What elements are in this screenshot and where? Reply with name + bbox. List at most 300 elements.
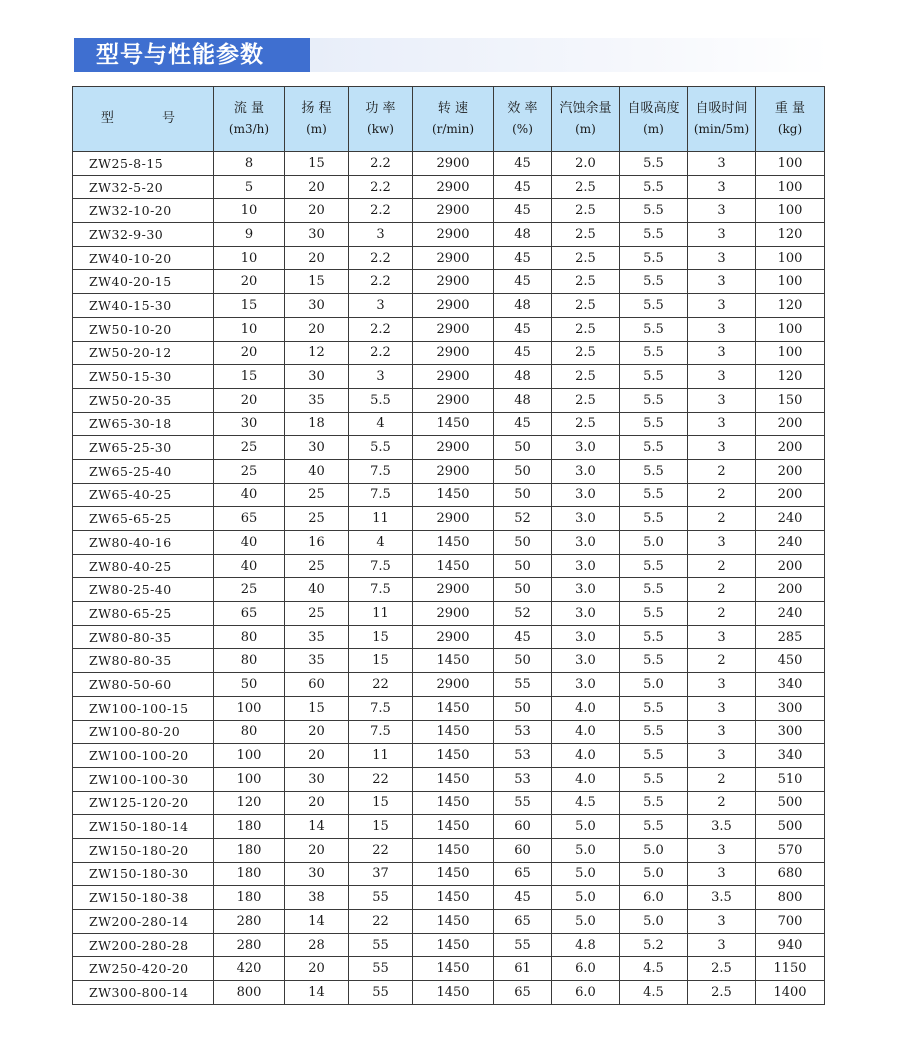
table-cell: 4.5 [552, 791, 620, 815]
table-cell: 55 [349, 981, 413, 1005]
table-cell: 200 [756, 459, 825, 483]
table-cell: 6.0 [552, 981, 620, 1005]
table-cell: 5 [214, 175, 285, 199]
table-cell: 3.5 [688, 815, 756, 839]
model-cell: ZW50-20-35 [73, 388, 214, 412]
table-cell: 55 [494, 933, 552, 957]
table-cell: 45 [494, 317, 552, 341]
table-cell: 1450 [413, 744, 494, 768]
table-cell: 2900 [413, 341, 494, 365]
table-cell: 280 [214, 910, 285, 934]
table-cell: 285 [756, 625, 825, 649]
table-cell: 200 [756, 578, 825, 602]
table-cell: 2 [688, 459, 756, 483]
table-cell: 150 [756, 388, 825, 412]
table-cell: 100 [756, 270, 825, 294]
table-cell: 2900 [413, 625, 494, 649]
table-cell: 3 [349, 294, 413, 318]
column-header-unit: (r/min) [431, 122, 475, 136]
table-cell: 5.0 [552, 838, 620, 862]
column-header [285, 87, 349, 152]
table-cell: 1450 [413, 838, 494, 862]
table-cell: 3.0 [552, 649, 620, 673]
table-cell: 5.5 [620, 317, 688, 341]
table-cell: 2 [688, 483, 756, 507]
table-cell: 20 [285, 791, 349, 815]
table-cell: 30 [285, 294, 349, 318]
table-cell: 55 [349, 957, 413, 981]
model-cell: ZW100-80-20 [73, 720, 214, 744]
model-cell: ZW65-25-40 [73, 459, 214, 483]
table-row [73, 625, 825, 649]
table-cell: 5.5 [620, 791, 688, 815]
table-cell: 2900 [413, 175, 494, 199]
table-cell: 2.5 [552, 223, 620, 247]
table-cell: 45 [494, 625, 552, 649]
table-cell: 15 [214, 365, 285, 389]
table-cell: 2.2 [349, 199, 413, 223]
table-row [73, 554, 825, 578]
table-cell: 100 [214, 744, 285, 768]
table-cell: 35 [285, 625, 349, 649]
table-cell: 2 [688, 767, 756, 791]
table-row [73, 436, 825, 460]
table-cell: 2 [688, 649, 756, 673]
table-cell: 120 [756, 223, 825, 247]
table-cell: 420 [214, 957, 285, 981]
table-cell: 3 [688, 720, 756, 744]
table-row [73, 578, 825, 602]
table-cell: 2900 [413, 365, 494, 389]
table-cell: 50 [494, 436, 552, 460]
table-cell: 3 [688, 246, 756, 270]
column-header-label: 自吸高度 [627, 101, 680, 116]
table-cell: 5.0 [620, 531, 688, 555]
table-cell: 2.5 [552, 294, 620, 318]
table-row [73, 246, 825, 270]
table-cell: 5.5 [620, 365, 688, 389]
table-cell: 300 [756, 696, 825, 720]
table-cell: 1400 [756, 981, 825, 1005]
table-cell: 3 [688, 175, 756, 199]
table-cell: 5.0 [620, 910, 688, 934]
table-cell: 30 [285, 365, 349, 389]
table-cell: 14 [285, 981, 349, 1005]
column-header [756, 87, 825, 152]
table-cell: 4 [349, 412, 413, 436]
column-header-unit: (kg) [777, 122, 803, 136]
model-cell: ZW50-20-12 [73, 341, 214, 365]
table-cell: 6.0 [620, 886, 688, 910]
table-cell: 35 [285, 649, 349, 673]
table-cell: 100 [756, 246, 825, 270]
table-cell: 2 [688, 791, 756, 815]
table-row [73, 649, 825, 673]
table-cell: 5.5 [620, 246, 688, 270]
table-row [73, 223, 825, 247]
table-cell: 1450 [413, 886, 494, 910]
model-cell: ZW250-420-20 [73, 957, 214, 981]
table-cell: 180 [214, 862, 285, 886]
table-cell: 1450 [413, 862, 494, 886]
table-row [73, 507, 825, 531]
table-cell: 3.0 [552, 554, 620, 578]
table-cell: 5.0 [620, 838, 688, 862]
table-cell: 20 [285, 175, 349, 199]
table-cell: 1450 [413, 957, 494, 981]
table-cell: 48 [494, 223, 552, 247]
table-cell: 5.5 [620, 696, 688, 720]
table-cell: 2.5 [688, 957, 756, 981]
table-cell: 3.0 [552, 436, 620, 460]
table-cell: 60 [285, 673, 349, 697]
table-cell: 2 [688, 578, 756, 602]
table-row [73, 744, 825, 768]
table-cell: 1450 [413, 554, 494, 578]
table-cell: 48 [494, 388, 552, 412]
table-row [73, 175, 825, 199]
table-cell: 30 [285, 436, 349, 460]
model-cell: ZW80-50-60 [73, 673, 214, 697]
model-cell: ZW40-20-15 [73, 270, 214, 294]
model-cell: ZW50-10-20 [73, 317, 214, 341]
table-cell: 20 [214, 388, 285, 412]
model-cell: ZW65-40-25 [73, 483, 214, 507]
table-cell: 6.0 [552, 957, 620, 981]
table-cell: 2900 [413, 507, 494, 531]
table-cell: 5.5 [349, 436, 413, 460]
table-cell: 3 [349, 223, 413, 247]
table-cell: 4.0 [552, 696, 620, 720]
table-cell: 15 [285, 152, 349, 176]
table-cell: 3 [688, 744, 756, 768]
table-row [73, 341, 825, 365]
table-cell: 53 [494, 767, 552, 791]
table-cell: 5.5 [620, 175, 688, 199]
table-cell: 5.5 [620, 341, 688, 365]
table-cell: 2.5 [552, 246, 620, 270]
table-cell: 2.5 [552, 388, 620, 412]
table-cell: 1450 [413, 649, 494, 673]
table-cell: 5.5 [620, 223, 688, 247]
model-cell: ZW65-30-18 [73, 412, 214, 436]
table-cell: 2.5 [552, 199, 620, 223]
table-row [73, 673, 825, 697]
table-cell: 340 [756, 673, 825, 697]
table-cell: 5.5 [349, 388, 413, 412]
model-cell: ZW32-10-20 [73, 199, 214, 223]
table-cell: 2.2 [349, 246, 413, 270]
table-cell: 2 [688, 507, 756, 531]
table-cell: 22 [349, 838, 413, 862]
table-cell: 45 [494, 270, 552, 294]
table-cell: 2 [688, 602, 756, 626]
table-cell: 2900 [413, 673, 494, 697]
table-cell: 50 [494, 696, 552, 720]
table-cell: 10 [214, 317, 285, 341]
column-header-label: 效 率 [507, 101, 538, 116]
table-cell: 5.5 [620, 459, 688, 483]
table-cell: 1450 [413, 412, 494, 436]
table-cell: 80 [214, 625, 285, 649]
table-cell: 25 [285, 554, 349, 578]
table-cell: 55 [349, 933, 413, 957]
table-cell: 48 [494, 294, 552, 318]
table-row [73, 388, 825, 412]
table-row [73, 838, 825, 862]
column-header-unit: (m) [643, 122, 664, 136]
table-cell: 38 [285, 886, 349, 910]
model-cell: ZW150-180-30 [73, 862, 214, 886]
table-cell: 53 [494, 720, 552, 744]
table-cell: 120 [214, 791, 285, 815]
model-cell: ZW100-100-15 [73, 696, 214, 720]
table-cell: 2900 [413, 317, 494, 341]
table-cell: 55 [494, 791, 552, 815]
spec-table [72, 86, 825, 1005]
table-cell: 3 [688, 625, 756, 649]
table-cell: 45 [494, 341, 552, 365]
table-cell: 2900 [413, 152, 494, 176]
table-cell: 2.5 [552, 341, 620, 365]
table-body [73, 152, 825, 1005]
table-cell: 50 [494, 649, 552, 673]
table-cell: 200 [756, 412, 825, 436]
table-cell: 40 [214, 554, 285, 578]
model-cell: ZW150-180-38 [73, 886, 214, 910]
table-cell: 3 [688, 910, 756, 934]
table-cell: 2900 [413, 459, 494, 483]
table-cell: 2.5 [552, 270, 620, 294]
table-cell: 22 [349, 673, 413, 697]
table-cell: 5.0 [620, 673, 688, 697]
column-header [494, 87, 552, 152]
table-cell: 60 [494, 838, 552, 862]
table-cell: 3.0 [552, 531, 620, 555]
table-cell: 3.0 [552, 483, 620, 507]
table-cell: 28 [285, 933, 349, 957]
table-cell: 2900 [413, 602, 494, 626]
table-cell: 5.5 [620, 294, 688, 318]
table-cell: 30 [285, 862, 349, 886]
model-cell: ZW40-15-30 [73, 294, 214, 318]
table-cell: 52 [494, 507, 552, 531]
table-row [73, 767, 825, 791]
table-cell: 37 [349, 862, 413, 886]
column-header [73, 87, 214, 152]
table-cell: 5.5 [620, 767, 688, 791]
table-cell: 60 [494, 815, 552, 839]
table-row [73, 981, 825, 1005]
table-cell: 25 [214, 436, 285, 460]
table-row [73, 270, 825, 294]
table-cell: 15 [349, 649, 413, 673]
table-cell: 50 [494, 531, 552, 555]
table-cell: 4.8 [552, 933, 620, 957]
column-header-label: 型 号 [100, 111, 198, 126]
table-cell: 5.5 [620, 649, 688, 673]
table-cell: 80 [214, 649, 285, 673]
table-cell: 3 [688, 317, 756, 341]
column-header-label: 重 量 [774, 101, 806, 116]
column-header-label: 功 率 [365, 101, 396, 116]
table-cell: 5.5 [620, 388, 688, 412]
table-cell: 800 [214, 981, 285, 1005]
column-header-unit: (%) [512, 122, 533, 136]
table-cell: 120 [756, 294, 825, 318]
table-cell: 7.5 [349, 696, 413, 720]
table-cell: 800 [756, 886, 825, 910]
table-cell: 2900 [413, 436, 494, 460]
table-cell: 2.2 [349, 175, 413, 199]
table-cell: 570 [756, 838, 825, 862]
model-cell: ZW80-40-25 [73, 554, 214, 578]
table-cell: 1450 [413, 933, 494, 957]
table-cell: 15 [349, 791, 413, 815]
table-cell: 20 [285, 199, 349, 223]
model-cell: ZW80-65-25 [73, 602, 214, 626]
table-cell: 7.5 [349, 720, 413, 744]
table-cell: 2.5 [552, 317, 620, 341]
table-cell: 2.5 [552, 175, 620, 199]
table-cell: 5.5 [620, 578, 688, 602]
table-row [73, 602, 825, 626]
table-cell: 2900 [413, 388, 494, 412]
table-row [73, 294, 825, 318]
table-cell: 65 [214, 602, 285, 626]
table-cell: 100 [756, 317, 825, 341]
table-cell: 11 [349, 507, 413, 531]
model-cell: ZW65-25-30 [73, 436, 214, 460]
table-cell: 45 [494, 412, 552, 436]
table-cell: 50 [494, 483, 552, 507]
table-cell: 100 [756, 152, 825, 176]
table-cell: 4 [349, 531, 413, 555]
table-cell: 1450 [413, 767, 494, 791]
table-cell: 20 [285, 317, 349, 341]
table-cell: 450 [756, 649, 825, 673]
column-header-label: 自吸时间 [695, 101, 748, 116]
table-cell: 3 [688, 673, 756, 697]
table-cell: 12 [285, 341, 349, 365]
table-cell: 180 [214, 815, 285, 839]
table-cell: 15 [214, 294, 285, 318]
model-cell: ZW40-10-20 [73, 246, 214, 270]
table-cell: 1450 [413, 981, 494, 1005]
table-cell: 300 [756, 720, 825, 744]
table-cell: 2.2 [349, 341, 413, 365]
table-cell: 1450 [413, 483, 494, 507]
model-cell: ZW125-120-20 [73, 791, 214, 815]
table-cell: 50 [494, 578, 552, 602]
table-cell: 3 [688, 531, 756, 555]
table-cell: 55 [494, 673, 552, 697]
table-cell: 2.5 [552, 365, 620, 389]
table-cell: 240 [756, 507, 825, 531]
table-row [73, 910, 825, 934]
table-cell: 7.5 [349, 483, 413, 507]
table-row [73, 696, 825, 720]
table-cell: 100 [756, 199, 825, 223]
table-cell: 340 [756, 744, 825, 768]
table-cell: 45 [494, 175, 552, 199]
table-cell: 180 [214, 886, 285, 910]
column-header-unit: (min/5m) [693, 122, 750, 136]
table-cell: 8 [214, 152, 285, 176]
table-cell: 35 [285, 388, 349, 412]
table-cell: 2900 [413, 199, 494, 223]
table-cell: 3 [688, 365, 756, 389]
table-cell: 1150 [756, 957, 825, 981]
table-cell: 2900 [413, 578, 494, 602]
table-cell: 1450 [413, 696, 494, 720]
table-cell: 65 [494, 981, 552, 1005]
table-row [73, 815, 825, 839]
table-cell: 3 [688, 152, 756, 176]
table-cell: 2.2 [349, 317, 413, 341]
table-cell: 1450 [413, 910, 494, 934]
table-row [73, 957, 825, 981]
table-cell: 3 [688, 199, 756, 223]
column-header-label: 流 量 [233, 101, 265, 116]
table-cell: 3.0 [552, 673, 620, 697]
table-cell: 65 [494, 910, 552, 934]
table-cell: 3 [688, 294, 756, 318]
column-header-unit: (kw) [367, 122, 394, 136]
table-cell: 200 [756, 554, 825, 578]
table-row [73, 412, 825, 436]
table-cell: 5.5 [620, 744, 688, 768]
model-cell: ZW80-40-16 [73, 531, 214, 555]
column-header [620, 87, 688, 152]
table-cell: 3 [688, 933, 756, 957]
table-cell: 3 [688, 412, 756, 436]
table-cell: 55 [349, 886, 413, 910]
table-row [73, 317, 825, 341]
table-cell: 20 [285, 744, 349, 768]
table-cell: 45 [494, 886, 552, 910]
table-cell: 5.5 [620, 602, 688, 626]
table-cell: 1450 [413, 815, 494, 839]
table-cell: 5.5 [620, 625, 688, 649]
table-cell: 5.5 [620, 720, 688, 744]
table-cell: 3.5 [688, 886, 756, 910]
table-cell: 3 [349, 365, 413, 389]
table-row [73, 483, 825, 507]
column-header-label: 转 速 [437, 101, 469, 116]
column-header-unit: (m) [575, 122, 596, 136]
table-cell: 5.0 [552, 886, 620, 910]
table-cell: 52 [494, 602, 552, 626]
table-cell: 2900 [413, 223, 494, 247]
table-cell: 40 [214, 531, 285, 555]
table-cell: 3 [688, 862, 756, 886]
table-cell: 5.5 [620, 412, 688, 436]
table-row [73, 933, 825, 957]
table-cell: 2.2 [349, 270, 413, 294]
model-cell: ZW32-9-30 [73, 223, 214, 247]
table-cell: 500 [756, 815, 825, 839]
model-cell: ZW300-800-14 [73, 981, 214, 1005]
table-cell: 25 [214, 459, 285, 483]
table-cell: 3.0 [552, 578, 620, 602]
column-header [688, 87, 756, 152]
table-cell: 30 [214, 412, 285, 436]
table-cell: 65 [214, 507, 285, 531]
table-row [73, 886, 825, 910]
table-cell: 16 [285, 531, 349, 555]
table-cell: 5.0 [552, 910, 620, 934]
